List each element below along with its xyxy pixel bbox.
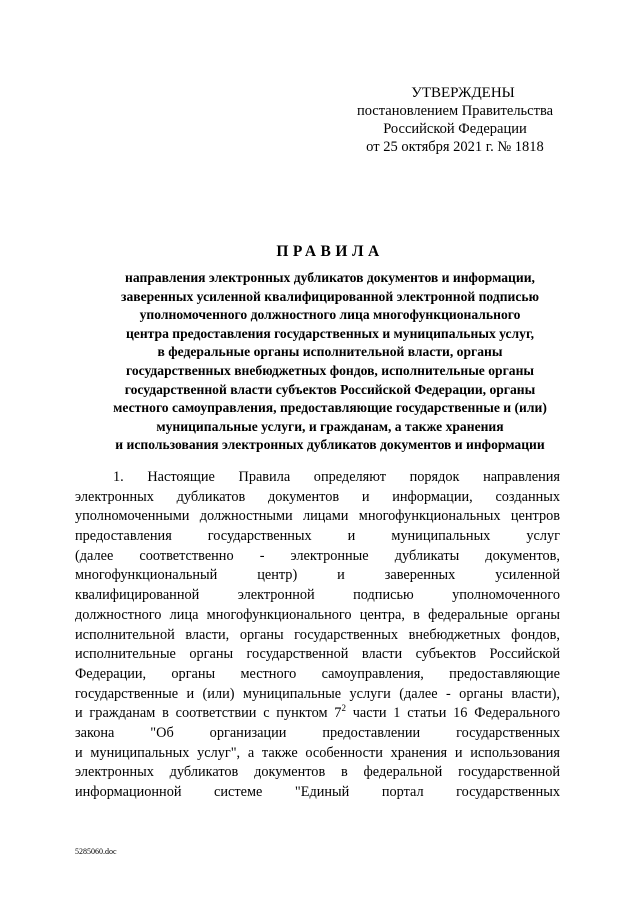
body-line: электронных дубликатов документов и информации, созданных (75, 488, 560, 505)
approval-title: УТВЕРЖДЕНЫ (411, 85, 515, 101)
subtitle-line: местного самоуправления, предоставляющие государственные и (или) (113, 400, 547, 416)
body-paragraph (75, 468, 560, 803)
approval-stamp (330, 84, 580, 156)
subtitle-line: заверенных усиленной квалифицированной электронной подписью (120, 288, 539, 304)
subtitle-line: государственных внебюджетных фондов, исполнительные органы (125, 362, 535, 378)
approval-line-1: постановлением Правительства (356, 103, 554, 119)
body-line: (далее соответственно - электронные дубликаты документов, (75, 547, 560, 564)
body-line: должностного лица многофункционального центра, в федеральные органы (75, 606, 560, 623)
body-line: электронных дубликатов документов в федеральной государственной (75, 764, 560, 781)
body-line: информационной системе "Единый портал государственных (75, 784, 560, 800)
body-line: 1. Настоящие Правила определяют порядок направления (113, 469, 560, 485)
body-line: квалифицированной электронной подписью уполномоченного (75, 587, 560, 604)
body-line: многофункциональный центр) и заверенных усиленной (75, 567, 560, 584)
subtitle-line: и использования электронных дубликатов документов и информации (115, 437, 545, 453)
body-line: исполнительные органы государственной власти субъектов Российской (75, 646, 560, 663)
approval-line-2: Российской Федерации (383, 121, 527, 137)
body-line-part: и гражданам в соответствии с пунктом 7 (75, 705, 342, 722)
subtitle-line: направления электронных дубликатов документов и информации, (125, 270, 535, 285)
document-heading: ПРАВИЛА (276, 243, 384, 260)
body-line: Федерации, органы местного самоуправления, предоставляющие (75, 665, 560, 682)
body-line: уполномоченными должностными лицами многофункциональных центров (75, 508, 560, 525)
subtitle-line: государственной власти субъектов Российской Федерации, органы (124, 381, 536, 397)
body-line: закона "Об организации предоставлении государственных (75, 724, 560, 741)
document-subtitle (60, 269, 600, 455)
body-line-with-superscript (75, 704, 560, 724)
body-line: исполнительной власти, органы государственных внебюджетных фондов, (75, 626, 560, 643)
body-line-part: части 1 статьи 16 Федерального (345, 705, 561, 722)
approval-line-3: от 25 октября 2021 г. № 1818 (366, 139, 544, 155)
body-line: предоставления государственных и муниципальных услуг (75, 528, 560, 545)
subtitle-line: в федеральные органы исполнительной власти, органы (157, 344, 503, 360)
body-line: государственные и (или) муниципальные услуги (далее - органы власти), (75, 685, 560, 702)
subtitle-line: муниципальные услуги, и гражданам, а также хранения (156, 418, 504, 434)
document-file-code: 5285060.doc (75, 847, 117, 856)
subtitle-line: уполномоченного должностного лица многофункционального (139, 307, 521, 323)
superscript-number: 2 (341, 703, 346, 714)
body-line: и муниципальных услуг", а также особенности хранения и использования (75, 744, 560, 761)
subtitle-line: центра предоставления государственных и муниципальных услуг, (125, 325, 535, 341)
